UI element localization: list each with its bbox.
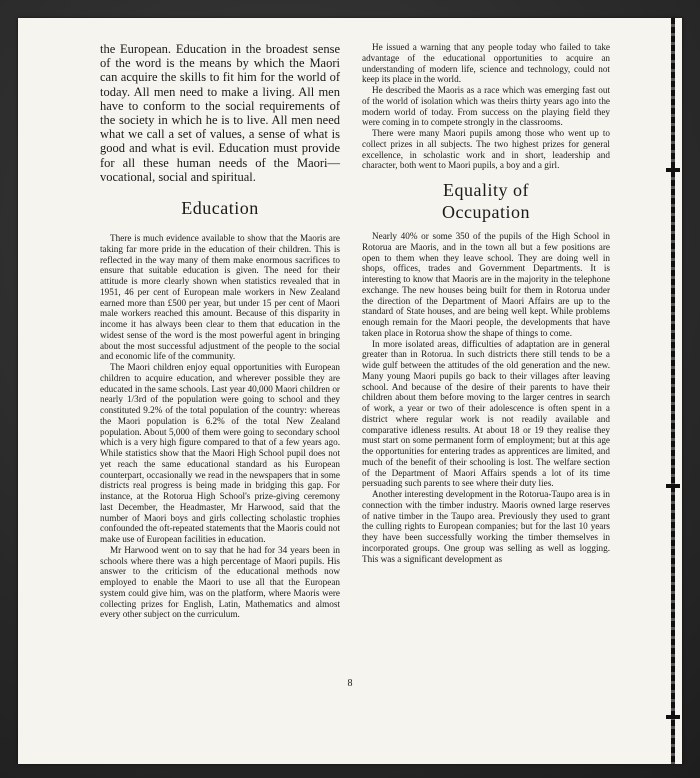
right-column — [362, 42, 610, 564]
heading-line: Occupation — [442, 202, 530, 222]
body-paragraph: He described the Maoris as a race which was emerging fast out of the world of isolation which was theirs thirty years ago into the modern world of today. From success on the playing field they were coming in to compete strongly in the classrooms. — [362, 85, 610, 128]
body-paragraph: He issued a warning that any people today who failed to take advantage of the educational opportunities to acquire an understanding of modern life, science and technology, could not keep its place in the world. — [362, 42, 610, 85]
body-paragraph: The Maori children enjoy equal opportunities with European children to acquire education, and wherever possible they are educated in the same schools. Last year 40,000 Maori children or nearly 1/3rd of the population were going to school and they constituted 9.2% of the total population of the country: whereas the Maori population is 6.2% of the total New Zealand population. About 5,000 of them were going to secondary school which is a very high figure compared to that of a few years ago. While statistics show that the Maori High School pupil does not yet reach the same educational standard as his European counterpart, occasionally we read in the newspapers that in some districts real progress is being made in bridging this gap. For instance, at the Rotorua High School's prize-giving ceremony last December, the Headmaster, Mr Harwood, said that the number of Maori boys and girls collecting scholastic trophies confounded the oft-repeated statements that the Maoris could not make use of European facilities in education. — [100, 362, 340, 545]
heading-line: Equality of — [443, 180, 529, 200]
body-paragraph: Another interesting development in the Rotorua-Taupo area is in connection with the timber industry. Maoris owned large reserves of native timber in the Taupo area. Previously they used to grant the culling rights to European companies; but for the last 10 years they have been successfully working the timber themselves in incorporated groups. One group was selling as well as logging. This was a significant development as — [362, 489, 610, 564]
binding-edge — [671, 18, 675, 764]
section-heading-equality — [362, 179, 610, 223]
left-column — [100, 42, 340, 620]
body-paragraph: There were many Maori pupils among those who went up to collect prizes in all subjects. The two highest prizes for general excellence, in scholastic work and in short, leadership and character, both went to Maori pupils, a boy and a girl. — [362, 128, 610, 171]
intro-paragraph: the European. Education in the broadest sense of the word is the means by which the Maori can acquire the skills to fit him for the world of today. All men need to make a living. All men have to conform to the social requirements of the society in which he is to live. All men need what we call a set of values, a sense of what is good and what is evil. Education must provide for all these human needs of the Maori—vocational, social and spiritual. — [100, 42, 340, 184]
body-paragraph: Nearly 40% or some 350 of the pupils of the High School in Rotorua are Maoris, and in the town all but a few positions are open to them when they leave school. They are doing well in shops, offices, trades and Government Departments. It is interesting to know that Maoris are in the majority in the telephone exchange. The new houses being built for them in Rotorua under the direction of the Department of Maori Affairs are up to the standard of State houses, and are being well kept. While problems enough remain for the Maori people, the developments that have taken place in Rotorua show the shape of things to come. — [362, 231, 610, 338]
binding-clip — [666, 168, 680, 172]
binding-clip — [666, 484, 680, 488]
body-paragraph: In more isolated areas, difficulties of adaptation are in general greater than in Rotorua. In such districts there still tends to be a wide gulf between the attitudes of the old generation and the new. Many young Maori pupils go back to their villages after leaving school. And because of the desire of their parents to have their children about them before moving to the larger centres in search of work, a year or two of their adolescence is often spent in a district where regular work is not readily available and comparative idleness results. At about 18 or 19 they realise they must start on some permanent form of employment; but at this age the opportunities for entering trades as apprentices are limited, and much of the benefit of their schooling is lost. The welfare section of the Department of Maori Affairs spends a lot of its time persuading such parents to see where their duty lies. — [362, 338, 610, 489]
body-paragraph: Mr Harwood went on to say that he had for 34 years been in schools where there was a high percentage of Maori pupils. His answer to the criticism of the educational methods now employed to enable the Maori to use all that the European system could give him, was on the platform, where Maoris were collecting prizes for English, Latin, Mathematics and almost every other subject on the curriculum. — [100, 544, 340, 620]
page-number: 8 — [347, 678, 353, 689]
binding-clip — [666, 715, 680, 719]
section-heading-education: Education — [181, 198, 259, 219]
body-paragraph: There is much evidence available to show that the Maoris are taking far more pride in the education of their children. This is reflected in the way many of them make enormous sacrifices to ensure that suitable education is given. The need for their attitude is more clearly shown when statistics revealed that in 1951, 46 per cent of European male workers in New Zealand earned more than £500 per year, but under 15 per cent of Maori male workers reached this amount. Because of this disparity in income it has always been clear to them that education in the widest sense of the word is the most powerful agent in bringing about the most successful adjustment of the people to the social and economic life of the community. — [100, 233, 340, 362]
